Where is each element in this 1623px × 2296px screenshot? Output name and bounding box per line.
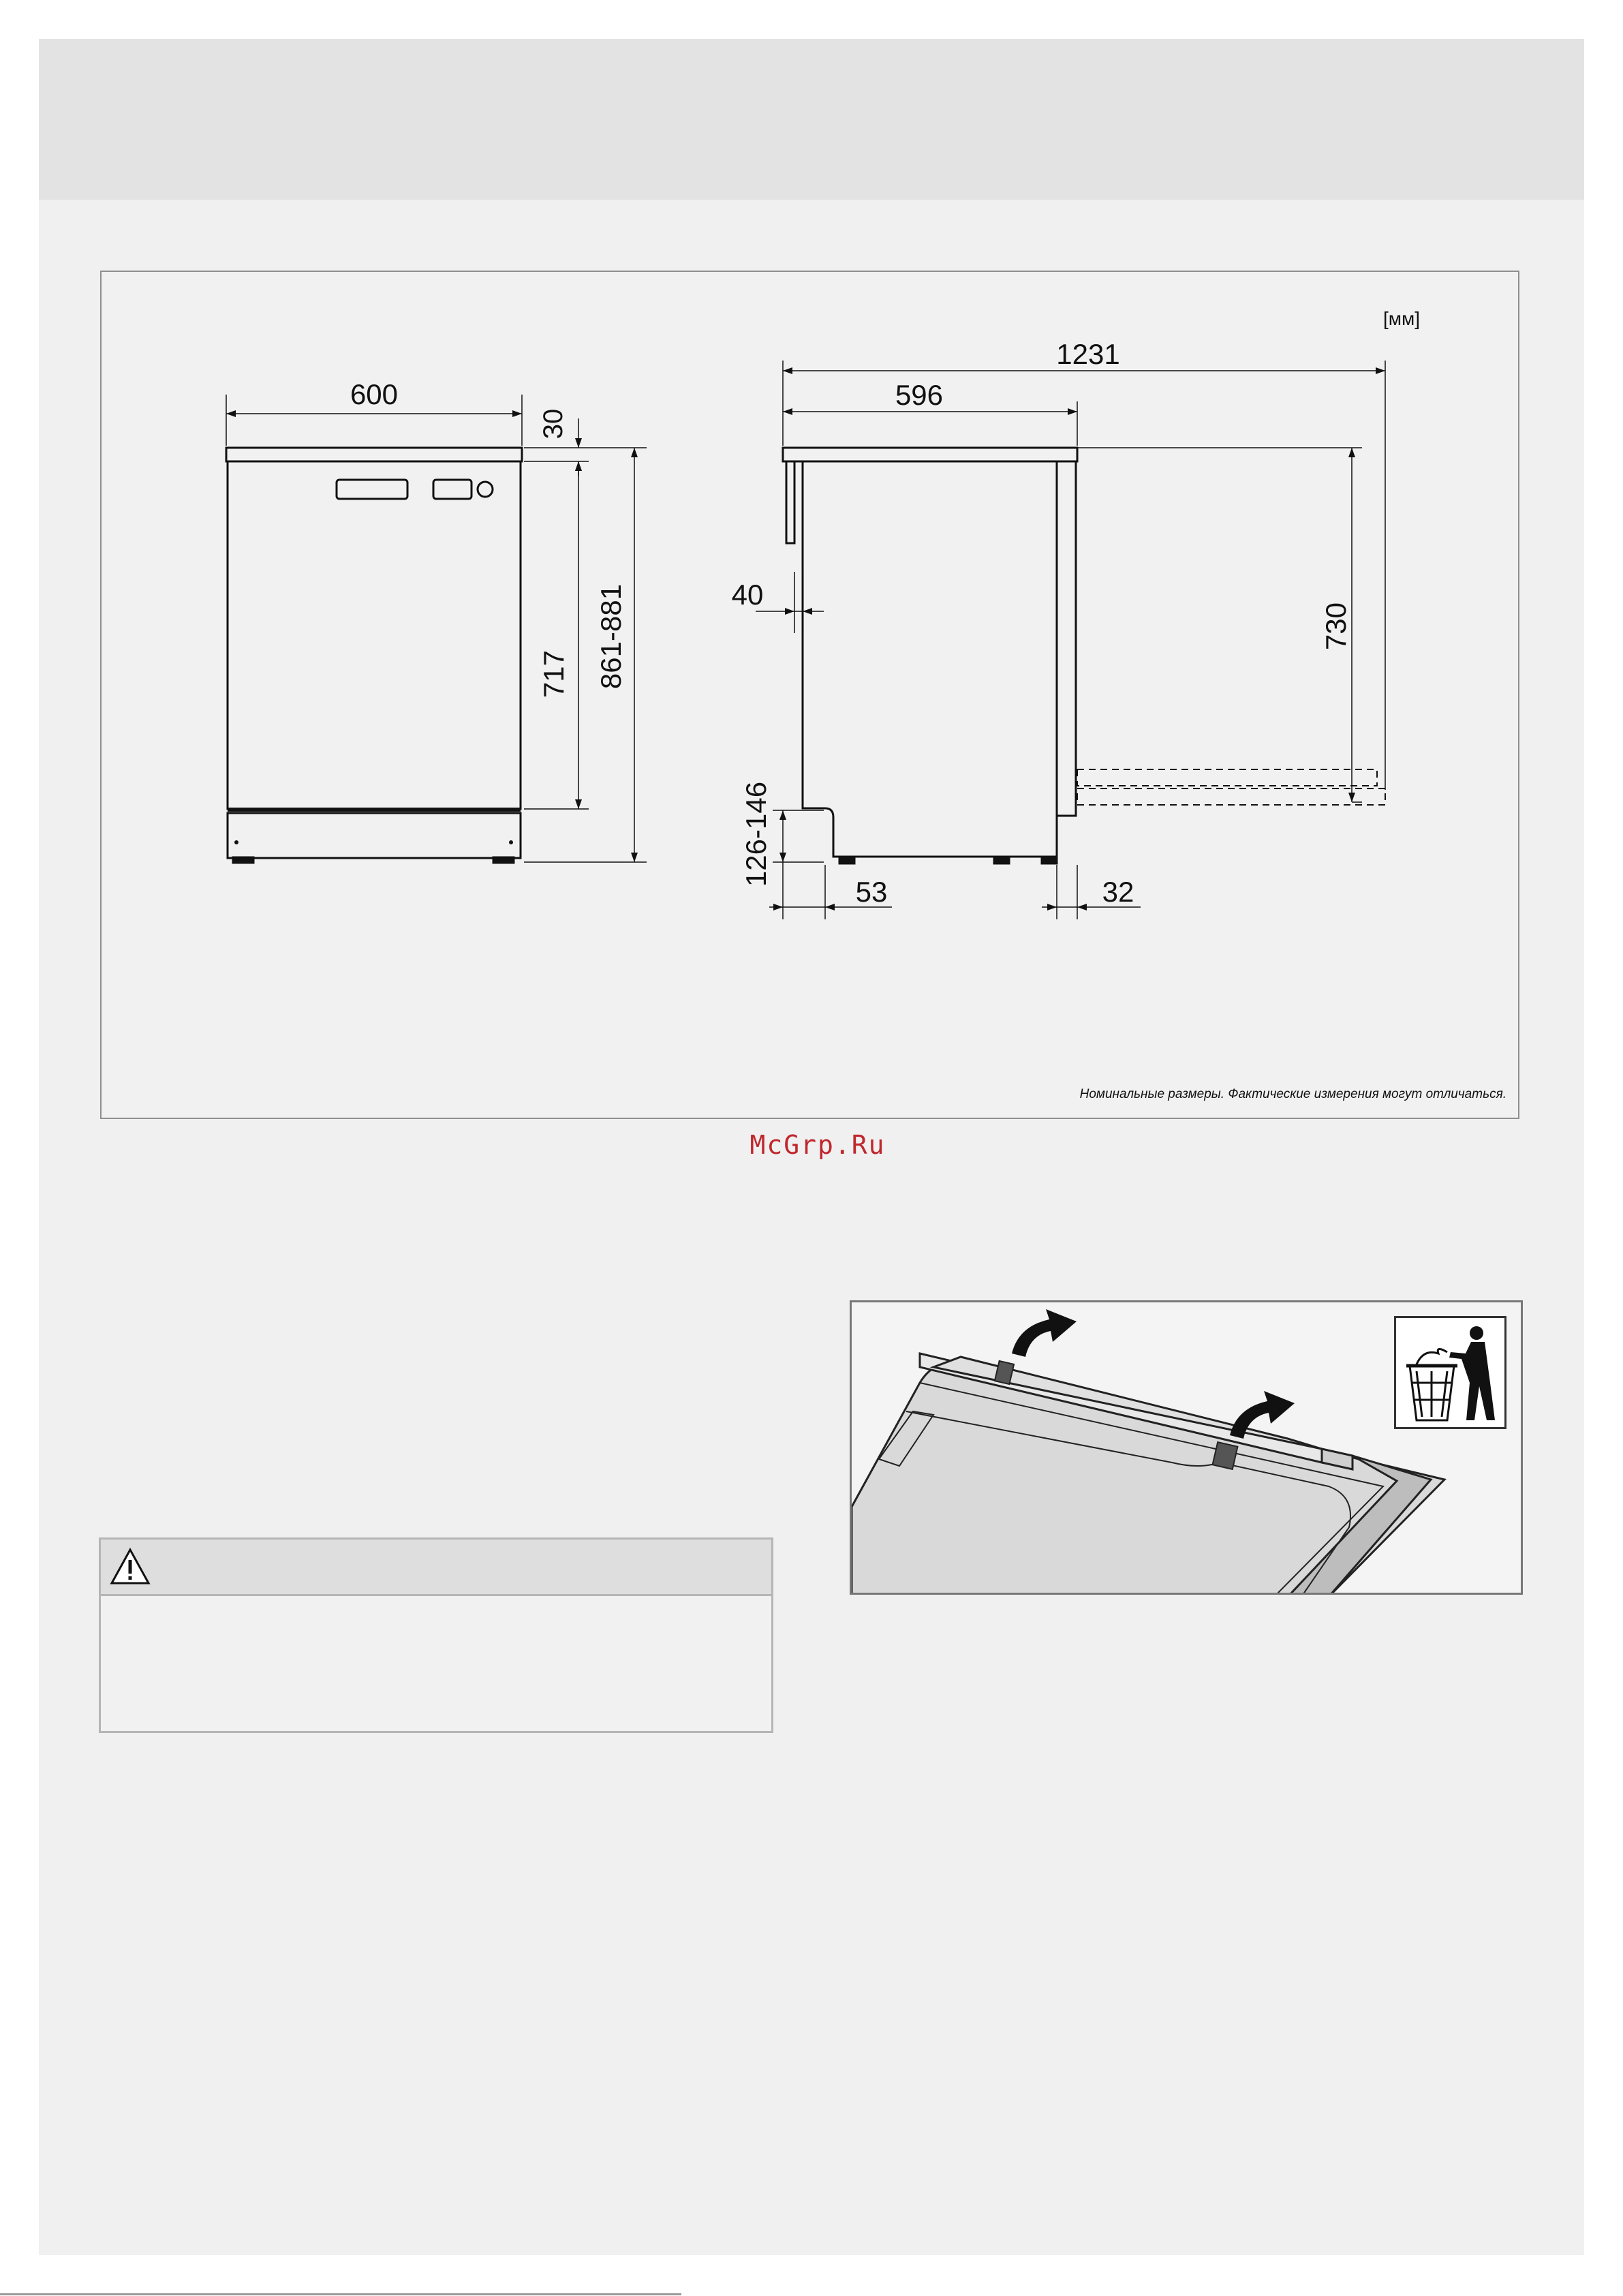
dimension-footnote: Номинальные размеры. Фактические измерения могут отличаться. [1079, 1087, 1506, 1101]
warning-box [99, 1537, 773, 1733]
side-panel-gap-label: 40 [731, 579, 764, 611]
side-door [1057, 461, 1076, 816]
warning-triangle-icon [109, 1546, 151, 1586]
side-worktop [783, 448, 1077, 461]
front-door [228, 461, 521, 809]
dimension-svg [102, 272, 1521, 1120]
front-worktop [226, 448, 522, 461]
side-depth-label: 596 [895, 379, 944, 411]
watermark: McGrp.Ru [749, 1130, 886, 1160]
side-door-open [1077, 769, 1385, 805]
front-top-thickness-label: 30 [538, 408, 568, 440]
side-door-open-height-label: 730 [1320, 602, 1352, 651]
front-width-label: 600 [350, 378, 399, 410]
side-foot-front-label: 53 [855, 876, 888, 908]
side-plinth-height-label: 126-146 [740, 781, 772, 887]
dimension-drawing [100, 271, 1519, 1119]
warning-header [101, 1540, 771, 1596]
side-body [803, 461, 1057, 857]
front-display-right [433, 480, 472, 499]
front-total-height-label: 861-881 [595, 583, 627, 690]
waste-bin-icon [1394, 1316, 1506, 1429]
unit-label: [мм] [1382, 308, 1421, 329]
disposal-illustration [850, 1300, 1523, 1595]
side-foot-back-label: 32 [1102, 876, 1134, 908]
side-depth-open-label: 1231 [1056, 338, 1120, 370]
header-band [39, 39, 1584, 200]
front-knob [478, 482, 493, 497]
front-display-left [337, 480, 407, 499]
footer-line [0, 2293, 681, 2295]
front-plinth [228, 813, 521, 858]
side-door-panel [786, 461, 794, 543]
front-door-height-label: 717 [538, 649, 570, 699]
